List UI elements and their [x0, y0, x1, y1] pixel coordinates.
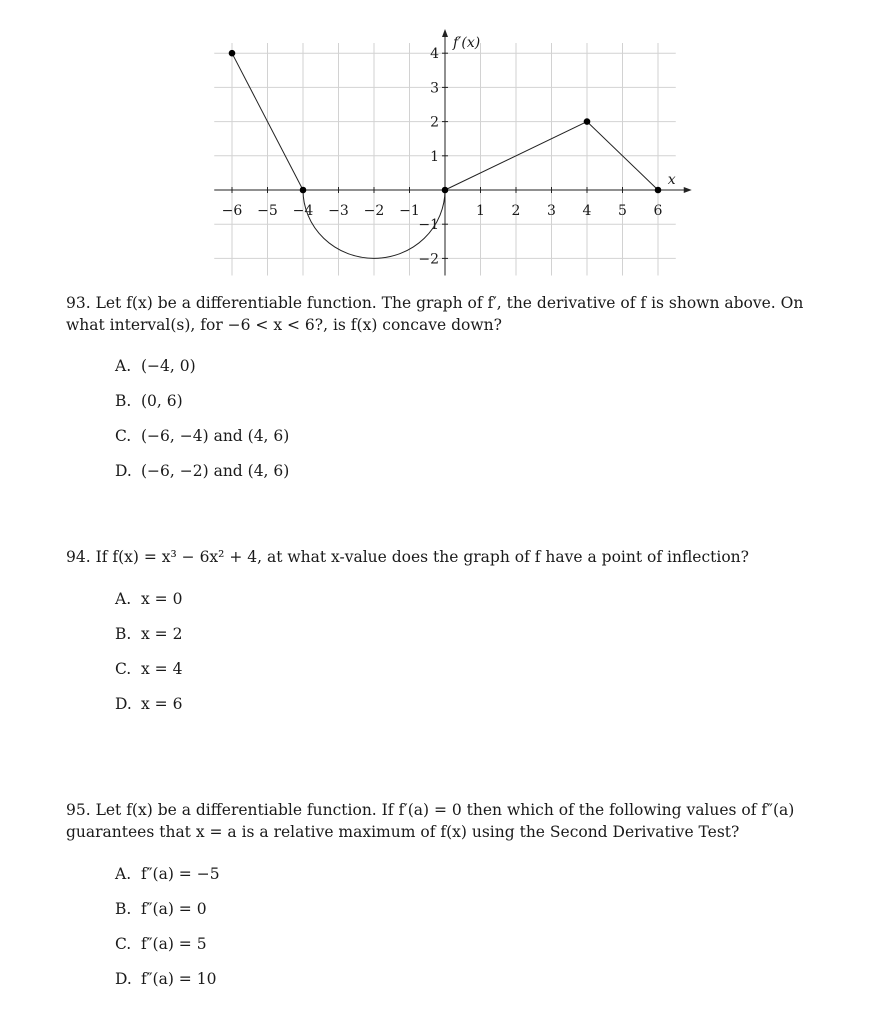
choice-letter: C. [115, 660, 132, 678]
x-tick-label: −6 [221, 203, 243, 219]
choice-text: x = 6 [141, 695, 183, 713]
choice-letter: A. [115, 357, 132, 375]
choice-letter: D. [115, 462, 132, 480]
graph-axes [214, 29, 692, 276]
x-tick-label: 2 [511, 203, 521, 219]
choice-text: (−6, −4) and (4, 6) [141, 427, 290, 445]
x-tick-label: 4 [582, 203, 592, 219]
x-axis-arrow [684, 187, 692, 193]
x-tick-label: −5 [257, 203, 278, 219]
graph-point [229, 50, 236, 57]
choice-letter: A. [115, 590, 132, 608]
choice-text: (0, 6) [141, 392, 183, 410]
choice-text: x = 2 [141, 625, 183, 643]
choice-text: f″(a) = 0 [141, 900, 207, 918]
choice-letter: B. [115, 625, 132, 643]
y-tick-label: −2 [418, 251, 439, 268]
q95-choice-b[interactable] [115, 899, 207, 919]
x-tick-label: −1 [399, 203, 420, 219]
choice-text: x = 4 [141, 660, 183, 678]
graph-point [655, 187, 662, 194]
graph-point [584, 118, 591, 125]
choice-letter: C. [115, 427, 132, 445]
x-tick-label: −4 [292, 203, 314, 219]
y-tick-label: 2 [430, 114, 439, 131]
x-tick-label: −3 [328, 203, 349, 219]
choice-text: (−6, −2) and (4, 6) [141, 462, 290, 480]
y-axis-arrow [442, 29, 448, 37]
q94-choice-b[interactable] [115, 624, 182, 644]
x-tick-label: −2 [363, 203, 385, 219]
choice-letter: A. [115, 865, 132, 883]
choice-letter: C. [115, 935, 132, 953]
question-93-text: 93. Let f(x) be a differentiable function. The graph of f′, the derivative of f is shown above. On what interval(s), for −6 < x < 6?, is f(x) concave down? [66, 294, 804, 334]
choice-letter: B. [115, 900, 132, 918]
x-tick-label: 5 [618, 203, 627, 219]
choice-text: f″(a) = 10 [141, 970, 217, 988]
graph-point [300, 187, 307, 194]
q93-choice-a[interactable] [115, 356, 196, 376]
graph-tick-labels [222, 46, 663, 267]
question-95-text: 95. Let f(x) be a differentiable function. If f′(a) = 0 then which of the following values of f″(a) guarantees that x = a is a relative maximum of f(x) using the Second Derivative Test? [66, 801, 795, 841]
q95-choice-a[interactable] [115, 864, 220, 884]
q95-choice-c[interactable] [115, 934, 207, 954]
question-94-text: 94. If f(x) = x³ − 6x² + 4, at what x-value does the graph of f have a point of inflection? [66, 548, 749, 566]
y-tick-label: −1 [418, 217, 439, 234]
x-tick-label: 1 [476, 203, 485, 219]
q94-choice-a[interactable] [115, 589, 182, 609]
derivative-graph [0, 0, 870, 290]
choice-letter: B. [115, 392, 132, 410]
choice-text: x = 0 [141, 590, 183, 608]
y-tick-label: 4 [430, 46, 439, 63]
q93-choice-b[interactable] [115, 391, 183, 411]
choice-text: f″(a) = −5 [141, 865, 220, 883]
choice-letter: D. [115, 970, 132, 988]
y-axis-label: f′(x) [453, 34, 481, 51]
x-tick-label: 3 [547, 203, 556, 219]
choice-text: f″(a) = 5 [141, 935, 207, 953]
q93-choice-d[interactable] [115, 461, 289, 481]
x-tick-label: 6 [653, 203, 663, 219]
y-tick-label: 1 [430, 148, 439, 165]
choice-text: (−4, 0) [141, 357, 196, 375]
q94-choice-c[interactable] [115, 659, 182, 679]
x-axis-label: x [667, 172, 676, 188]
q95-choice-d[interactable] [115, 969, 216, 989]
q93-choice-c[interactable] [115, 426, 289, 446]
graph-point [442, 187, 449, 194]
q94-choice-d[interactable] [115, 694, 182, 714]
choice-letter: D. [115, 695, 132, 713]
y-tick-label: 3 [430, 80, 439, 97]
